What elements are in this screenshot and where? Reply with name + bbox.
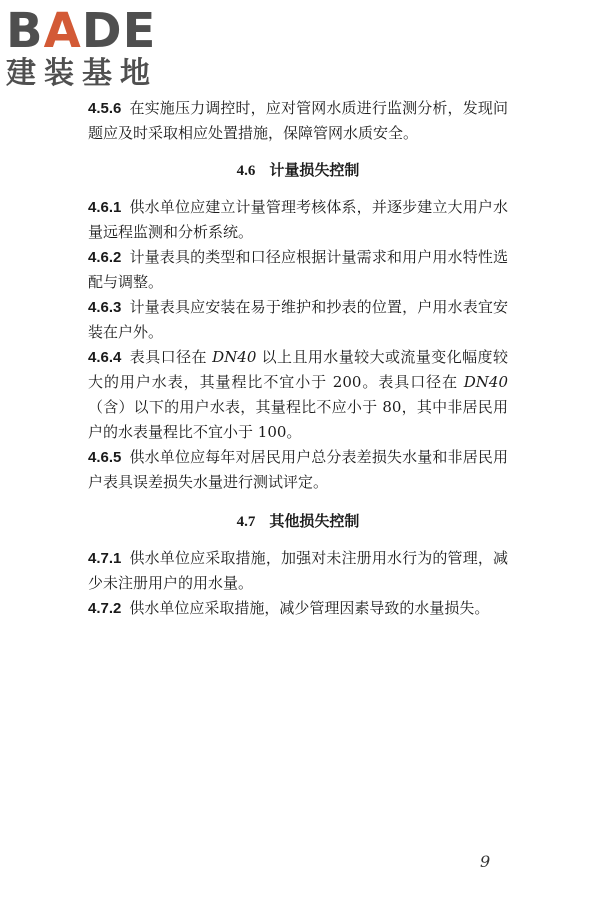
- clause-text: 计量表具的类型和口径应根据计量需求和用户用水特性选配与调整。: [88, 248, 508, 291]
- logo-brand-accent: A: [43, 3, 82, 59]
- clause-number: 4.7.1: [88, 550, 122, 567]
- clause-4-6-1: [88, 195, 508, 245]
- clause-text: 在实施压力调控时，应对管网水质进行监测分析，发现问题应及时采取相应处置措施，保障管网水质安全。: [88, 99, 508, 142]
- logo-brand-b: B: [6, 3, 44, 59]
- clause-text: 供水单位应采取措施，加强对未注册用水行为的管理，减少未注册用户的用水量。: [88, 549, 508, 592]
- section-number: 4.6: [236, 163, 256, 179]
- clause-number: 4.5.6: [88, 100, 122, 117]
- clause-4-6-4: [88, 345, 508, 445]
- clause-text-part2: 以上且用水量较大或流量变化幅度较大的用户水表，其量程比不宜小于 200。表具口径在: [88, 348, 508, 391]
- document-body: [88, 96, 508, 621]
- clause-4-6-2: [88, 245, 508, 295]
- section-heading-4-7: [88, 509, 508, 535]
- clause-number: 4.6.1: [88, 199, 122, 216]
- section-title: 其他损失控制: [269, 512, 360, 530]
- logo-brand-rest: DE: [81, 3, 157, 59]
- bade-logo: [6, 4, 158, 92]
- clause-4-7-2: [88, 596, 508, 621]
- clause-text: 供水单位应每年对居民用户总分表差损失水量和非居民用户表具误差损失水量进行测试评定。: [88, 448, 508, 491]
- clause-4-7-1: [88, 546, 508, 596]
- clause-4-6-3: [88, 295, 508, 345]
- page-number: 9: [480, 852, 491, 871]
- section-number: 4.7: [236, 514, 256, 530]
- clause-number: 4.6.5: [88, 449, 122, 466]
- clause-4-6-5: [88, 445, 508, 495]
- logo-cn-text: 建装基地: [6, 56, 158, 91]
- clause-number: 4.6.4: [88, 349, 122, 366]
- logo-brand: [6, 4, 158, 58]
- clause-number: 4.6.2: [88, 249, 122, 266]
- clause-text-part1: 表具口径在: [129, 348, 207, 366]
- section-title: 计量损失控制: [269, 161, 360, 179]
- clause-text-part3: （含）以下的用户水表，其量程比不应小于 80，其中非居民用户的水表量程比不宜小于 100。: [88, 398, 508, 441]
- clause-text: 供水单位应采取措施，减少管理因素导致的水量损失。: [129, 599, 490, 617]
- section-heading-4-6: [88, 158, 508, 184]
- pipe-diameter-code: DN40: [463, 373, 508, 391]
- pipe-diameter-code: DN40: [212, 348, 257, 366]
- clause-text: 计量表具应安装在易于维护和抄表的位置，户用水表宜安装在户外。: [88, 298, 508, 341]
- clause-number: 4.6.3: [88, 299, 122, 316]
- clause-number: 4.7.2: [88, 600, 122, 617]
- clause-4-5-6: [88, 96, 508, 146]
- clause-text: 供水单位应建立计量管理考核体系，并逐步建立大用户水量远程监测和分析系统。: [88, 198, 508, 241]
